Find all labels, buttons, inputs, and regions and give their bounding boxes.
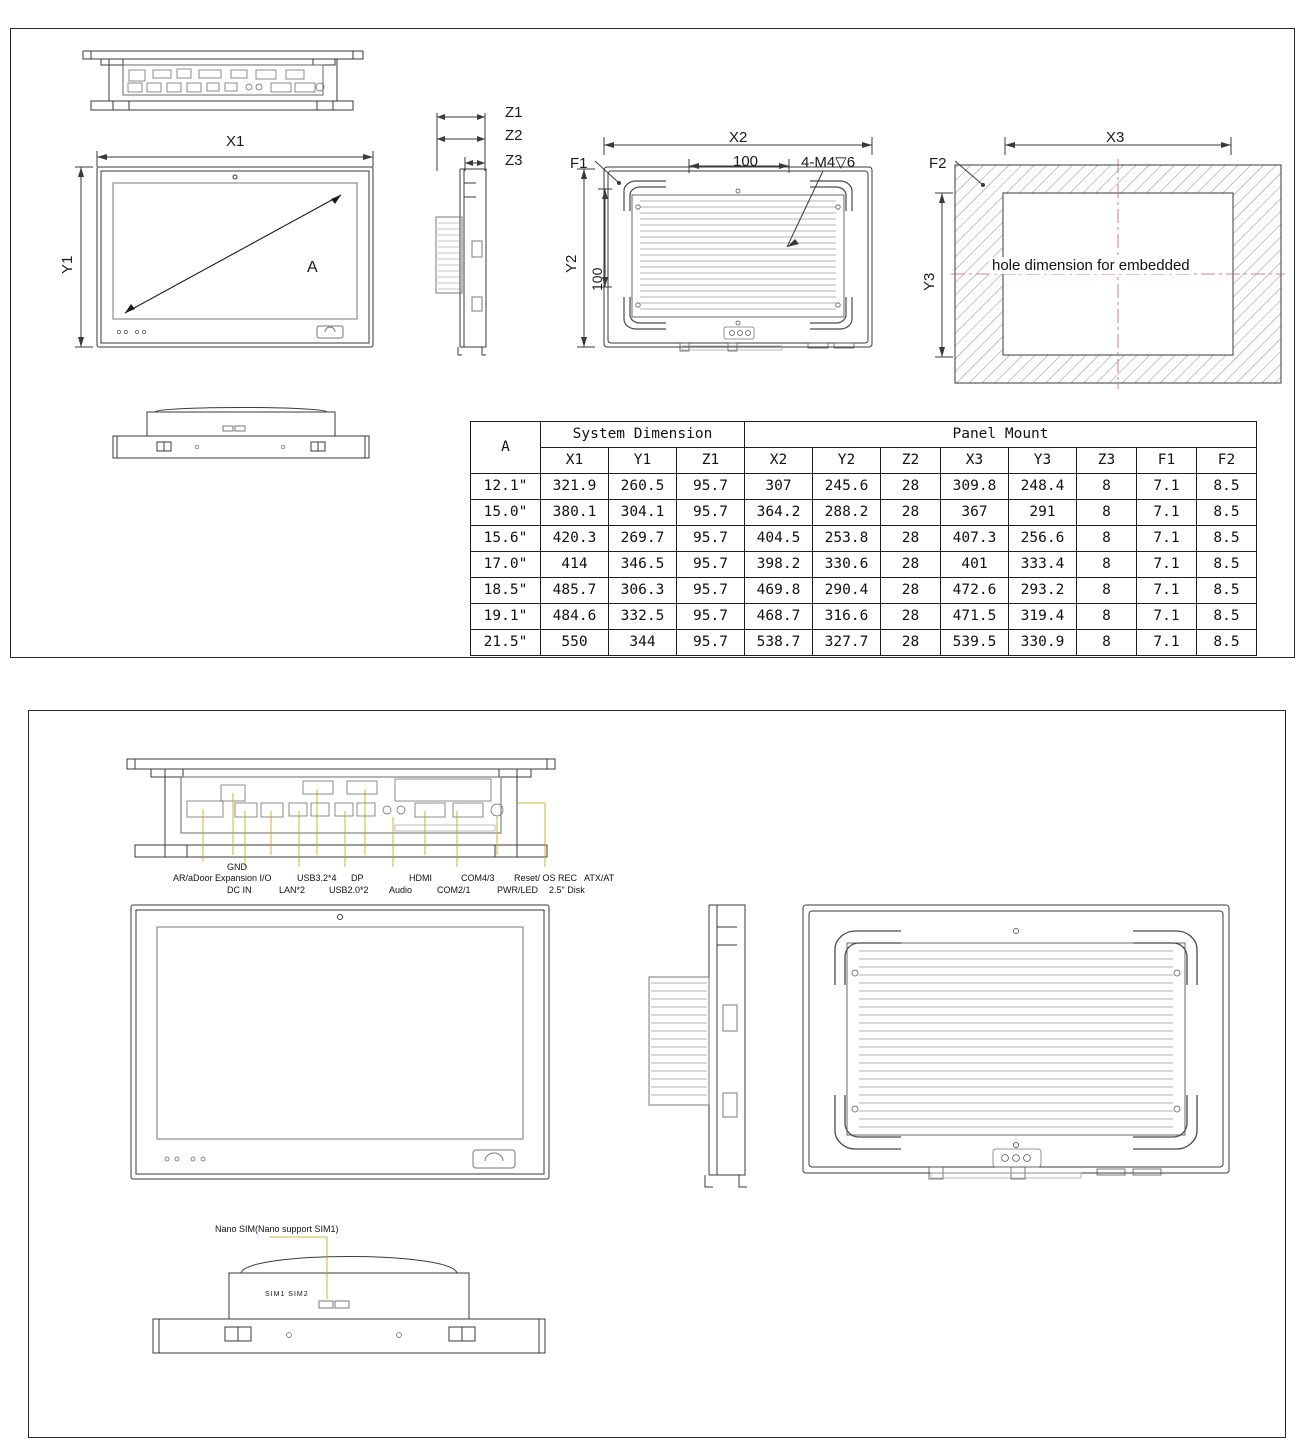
top-drawing-panel — [10, 28, 1295, 658]
cell-z1: 95.7 — [677, 604, 745, 630]
x1-label: X1 — [226, 133, 245, 150]
cell-f2: 8.5 — [1197, 552, 1257, 578]
sim-note-label: Nano SIM(Nano support SIM1) — [215, 1224, 339, 1234]
cell-z3: 8 — [1077, 552, 1137, 578]
z3-label: Z3 — [505, 152, 523, 169]
cell-f2: 8.5 — [1197, 500, 1257, 526]
io-label-lan2: LAN*2 — [279, 885, 306, 895]
cell-y1: 346.5 — [609, 552, 677, 578]
cell-x2: 398.2 — [745, 552, 813, 578]
cell-z1: 95.7 — [677, 630, 745, 656]
cell-size: 17.0" — [471, 552, 541, 578]
header-system-dimension: System Dimension — [541, 422, 745, 448]
io-label-gnd: GND — [227, 862, 247, 872]
cell-y1: 304.1 — [609, 500, 677, 526]
cell-size: 12.1" — [471, 474, 541, 500]
cell-z3: 8 — [1077, 630, 1137, 656]
cell-x3: 367 — [941, 500, 1009, 526]
col-x3: X3 — [941, 448, 1009, 474]
cell-x1: 420.3 — [541, 526, 609, 552]
cell-y1: 332.5 — [609, 604, 677, 630]
pitch-100-h-label: 100 — [733, 153, 759, 170]
diagonal-label: A — [307, 259, 318, 276]
cell-x2: 469.8 — [745, 578, 813, 604]
screw-callout-label: 4-M4▽6 — [801, 154, 856, 171]
cell-y2: 245.6 — [813, 474, 881, 500]
col-z2: Z2 — [881, 448, 941, 474]
cell-z3: 8 — [1077, 578, 1137, 604]
col-x1: X1 — [541, 448, 609, 474]
cell-z2: 28 — [881, 474, 941, 500]
cell-f1: 7.1 — [1137, 474, 1197, 500]
table-group-header-row — [471, 422, 1257, 448]
cell-f2: 8.5 — [1197, 578, 1257, 604]
io-label-disk: 2.5" Disk — [549, 885, 585, 895]
cell-y3: 256.6 — [1009, 526, 1077, 552]
col-f2: F2 — [1197, 448, 1257, 474]
cell-x3: 472.6 — [941, 578, 1009, 604]
cell-y3: 333.4 — [1009, 552, 1077, 578]
cell-size: 21.5" — [471, 630, 541, 656]
cell-x2: 307 — [745, 474, 813, 500]
rear-view-detail — [797, 899, 1237, 1189]
cell-x3: 539.5 — [941, 630, 1009, 656]
col-f1: F1 — [1137, 448, 1197, 474]
io-label-usb20: USB2.0*2 — [329, 885, 369, 895]
cell-f2: 8.5 — [1197, 526, 1257, 552]
top-io-strip-view — [81, 37, 371, 127]
cell-z2: 28 — [881, 578, 941, 604]
io-label-ardoor: AR/aDoor Expansion I/O — [173, 873, 272, 883]
cell-z3: 8 — [1077, 474, 1137, 500]
cell-y2: 290.4 — [813, 578, 881, 604]
cell-x2: 538.7 — [745, 630, 813, 656]
cell-x1: 321.9 — [541, 474, 609, 500]
cell-x1: 485.7 — [541, 578, 609, 604]
cell-y3: 319.4 — [1009, 604, 1077, 630]
table-row — [471, 474, 1257, 500]
col-y1: Y1 — [609, 448, 677, 474]
cell-z1: 95.7 — [677, 500, 745, 526]
hole-dimension-note: hole dimension for embedded — [989, 257, 1193, 274]
io-label-com21: COM2/1 — [437, 885, 471, 895]
f2-leader — [949, 155, 993, 195]
cell-y1: 260.5 — [609, 474, 677, 500]
table-column-header-row — [471, 448, 1257, 474]
f2-label: F2 — [929, 155, 947, 172]
bottom-drawing-panel — [28, 710, 1286, 1438]
rear-view — [594, 147, 884, 352]
cell-y1: 269.7 — [609, 526, 677, 552]
cell-y3: 248.4 — [1009, 474, 1077, 500]
cell-x1: 414 — [541, 552, 609, 578]
io-label-audio: Audio — [389, 885, 413, 895]
table-row — [471, 552, 1257, 578]
cell-y2: 253.8 — [813, 526, 881, 552]
cell-f1: 7.1 — [1137, 500, 1197, 526]
dimension-table — [470, 421, 1257, 656]
cell-f2: 8.5 — [1197, 630, 1257, 656]
header-a: A — [471, 422, 541, 474]
cell-f1: 7.1 — [1137, 578, 1197, 604]
io-strip-detail-view — [125, 745, 565, 865]
cell-z2: 28 — [881, 552, 941, 578]
cell-x3: 471.5 — [941, 604, 1009, 630]
io-label-usb32: USB3.2*4 — [297, 873, 337, 883]
cell-f1: 7.1 — [1137, 604, 1197, 630]
front-view — [91, 161, 381, 356]
cell-z3: 8 — [1077, 604, 1137, 630]
cell-x1: 380.1 — [541, 500, 609, 526]
x3-label: X3 — [1106, 129, 1125, 146]
z1-label: Z1 — [505, 104, 523, 121]
cell-x2: 364.2 — [745, 500, 813, 526]
cutout-view — [951, 159, 1285, 389]
col-z1: Z1 — [677, 448, 745, 474]
cell-x1: 550 — [541, 630, 609, 656]
cell-y3: 293.2 — [1009, 578, 1077, 604]
side-view-detail — [621, 897, 751, 1187]
cell-z2: 28 — [881, 604, 941, 630]
header-panel-mount: Panel Mount — [745, 422, 1257, 448]
cell-size: 15.6" — [471, 526, 541, 552]
cell-y2: 330.6 — [813, 552, 881, 578]
cell-y2: 288.2 — [813, 500, 881, 526]
sim-silkscreen-label: SIM1 SIM2 — [265, 1291, 309, 1298]
io-label-dp: DP — [351, 873, 364, 883]
col-y2: Y2 — [813, 448, 881, 474]
table-row — [471, 526, 1257, 552]
cell-y1: 306.3 — [609, 578, 677, 604]
x2-label: X2 — [729, 129, 748, 146]
f1-leader — [589, 155, 629, 191]
f1-label: F1 — [570, 155, 588, 172]
cell-z1: 95.7 — [677, 578, 745, 604]
cell-size: 19.1" — [471, 604, 541, 630]
cell-x3: 401 — [941, 552, 1009, 578]
cell-y2: 316.6 — [813, 604, 881, 630]
y2-label: Y2 — [563, 254, 580, 273]
cell-z1: 95.7 — [677, 474, 745, 500]
screw-callout-leader — [771, 165, 831, 255]
cell-f1: 7.1 — [1137, 630, 1197, 656]
cell-size: 15.0" — [471, 500, 541, 526]
io-label-reset-osrec: Reset/ OS REC — [514, 873, 578, 883]
bottom-view — [111, 404, 371, 469]
z2-label: Z2 — [505, 127, 523, 144]
cell-x2: 404.5 — [745, 526, 813, 552]
x1-dimension — [91, 147, 383, 171]
cell-z2: 28 — [881, 526, 941, 552]
cell-z2: 28 — [881, 630, 941, 656]
bottom-view-detail — [149, 1231, 549, 1391]
table-row — [471, 630, 1257, 656]
table-row — [471, 578, 1257, 604]
cell-y3: 330.9 — [1009, 630, 1077, 656]
io-label-dc-in: DC IN — [227, 885, 252, 895]
side-view — [416, 157, 506, 362]
cell-f1: 7.1 — [1137, 552, 1197, 578]
cell-z2: 28 — [881, 500, 941, 526]
cell-f2: 8.5 — [1197, 604, 1257, 630]
io-label-pwr-led: PWR/LED — [497, 885, 539, 895]
cell-y2: 327.7 — [813, 630, 881, 656]
io-label-com43: COM4/3 — [461, 873, 495, 883]
col-x2: X2 — [745, 448, 813, 474]
front-view-detail — [125, 899, 555, 1187]
cell-x3: 309.8 — [941, 474, 1009, 500]
cell-x3: 407.3 — [941, 526, 1009, 552]
cell-f2: 8.5 — [1197, 474, 1257, 500]
cell-size: 18.5" — [471, 578, 541, 604]
pitch-100-v-label: 100 — [589, 267, 605, 291]
cell-z1: 95.7 — [677, 526, 745, 552]
cell-x2: 468.7 — [745, 604, 813, 630]
table-row — [471, 604, 1257, 630]
col-z3: Z3 — [1077, 448, 1137, 474]
cell-x1: 484.6 — [541, 604, 609, 630]
cell-f1: 7.1 — [1137, 526, 1197, 552]
col-y3: Y3 — [1009, 448, 1077, 474]
table-row — [471, 500, 1257, 526]
io-label-atx-at: ATX/AT — [584, 873, 615, 883]
y3-label: Y3 — [921, 272, 938, 291]
cell-y1: 344 — [609, 630, 677, 656]
cell-y3: 291 — [1009, 500, 1077, 526]
cell-z1: 95.7 — [677, 552, 745, 578]
io-label-hdmi: HDMI — [409, 873, 432, 883]
cell-z3: 8 — [1077, 500, 1137, 526]
cell-z3: 8 — [1077, 526, 1137, 552]
y1-label: Y1 — [59, 255, 76, 274]
